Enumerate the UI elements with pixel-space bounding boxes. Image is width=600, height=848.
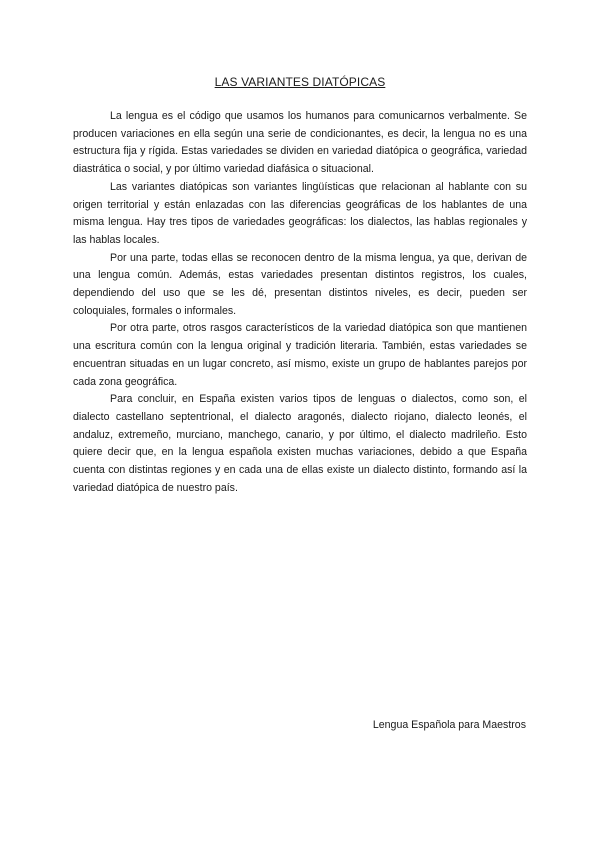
paragraph-2: Las variantes diatópicas son variantes lingüísticas que relacionan al hablante con su origen territorial y están enlazadas con las diferencias geográficas de los hablantes de una misma lengua. Hay tres tipos de variedades geográficas: los dialectos, las hablas regionales y las hablas locales.: [73, 180, 527, 246]
paragraph-1: La lengua es el código que usamos los humanos para comunicarnos verbalmente. Se producen variaciones en ella según una serie de condicionantes, es decir, la lengua no es una estructura fija y rígida. Estas variedades se dividen en variedad diatópica o geográfica, variedad diastrática o social, y por último variedad diafásica o situacional.: [73, 110, 527, 176]
footer-course-name: Lengua Española para Maestros: [372, 719, 526, 731]
paragraph-5: Para concluir, en España existen varios tipos de lenguas o dialectos, como son, el dialecto castellano septentrional, el dialecto aragonés, dialecto riojano, dialecto leonés, el andaluz, extremeño, murciano, manchego, canario, y por último, el dialecto madrileño. Esto quiere decir que, en la lengua española existen muchas variaciones, debido a que España cuenta con distintas regiones y en cada una de ellas existe un dialecto distinto, formando así la variedad diatópica de nuestro país.: [73, 393, 527, 494]
paragraph-3: Por una parte, todas ellas se reconocen dentro de la misma lengua, ya que, derivan de una lengua común. Además, estas variedades presentan distintos registros, los cuales, dependiendo del uso que se les dé, presentan distintos niveles, es decir, pueden ser coloquiales, formales o informales.: [73, 251, 527, 317]
page-title: LAS VARIANTES DIATÓPICAS: [214, 75, 386, 89]
document-body: [73, 108, 527, 497]
paragraph-4: Por otra parte, otros rasgos característicos de la variedad diatópica son que mantienen una escritura común con la lengua original y tradición literaria. También, estas variedades se encuentran situadas en un lugar concreto, así mismo, existe un grupo de hablantes parejos por cada zona geográfica.: [73, 322, 527, 388]
